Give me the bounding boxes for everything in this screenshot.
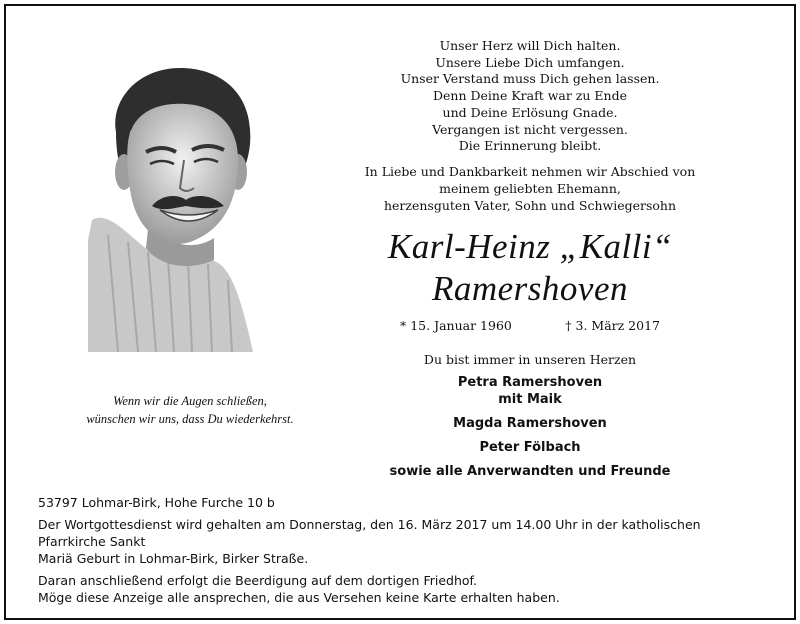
poem-line: Unsere Liebe Dich umfangen.	[435, 54, 625, 70]
deceased-name	[330, 226, 730, 310]
poem-line: Die Erinnerung bleibt.	[458, 138, 602, 154]
address: 53797 Lohmar-Birk, Hohe Furche 10 b	[38, 495, 275, 510]
poem-line: Unser Herz will Dich halten.	[439, 38, 621, 53]
birth-date: * 15. Januar 1960	[400, 318, 512, 333]
heart-line: Du bist immer in unseren Herzen	[423, 352, 637, 367]
farewell-intro	[360, 163, 700, 214]
death-date: † 3. März 2017	[565, 318, 660, 333]
life-dates	[400, 318, 660, 334]
family-list	[360, 374, 700, 480]
name-first-line: Karl-Heinz „Kalli“	[387, 227, 673, 266]
poem-line: und Deine Erlösung Gnade.	[442, 104, 618, 120]
photo-caption-verse	[70, 392, 310, 428]
intro-line: herzensguten Vater, Sohn und Schwiegersohn	[383, 198, 677, 213]
family-relatives: sowie alle Anverwandten und Freunde	[389, 464, 671, 479]
verse-line: wünschen wir uns, dass Du wiederkehrst.	[86, 412, 294, 426]
burial-info: Daran anschließend erfolgt die Beerdigung auf dem dortigen Friedhof.	[38, 573, 478, 588]
intro-line: meinem geliebten Ehemann,	[439, 181, 621, 196]
portrait-photo	[88, 60, 260, 352]
closing-note: Möge diese Anzeige alle ansprechen, die aus Versehen keine Karte erhalten haben.	[38, 590, 560, 605]
poem	[390, 38, 670, 155]
service-line: Mariä Geburt in Lohmar-Birk, Birker Straße.	[38, 551, 309, 566]
funeral-details	[38, 494, 768, 606]
poem-line: Unser Verstand muss Dich gehen lassen.	[400, 71, 660, 87]
poem-line: Vergangen ist nicht vergessen.	[432, 121, 628, 137]
service-line: Der Wortgottesdienst wird gehalten am Donnerstag, den 16. März 2017 um 14.00 Uhr in der katholischen Pfarrkirche Sankt	[38, 517, 701, 549]
family-member-note: mit Maik	[498, 392, 562, 407]
family-member: Magda Ramershoven	[453, 416, 607, 431]
verse-line: Wenn wir die Augen schließen,	[113, 394, 267, 408]
poem-line: Denn Deine Kraft war zu Ende	[432, 88, 627, 104]
name-surname: Ramershoven	[431, 269, 628, 308]
intro-line: In Liebe und Dankbarkeit nehmen wir Abschied von	[364, 164, 696, 179]
family-member: Peter Fölbach	[479, 440, 581, 455]
family-member: Petra Ramershoven	[457, 375, 603, 390]
